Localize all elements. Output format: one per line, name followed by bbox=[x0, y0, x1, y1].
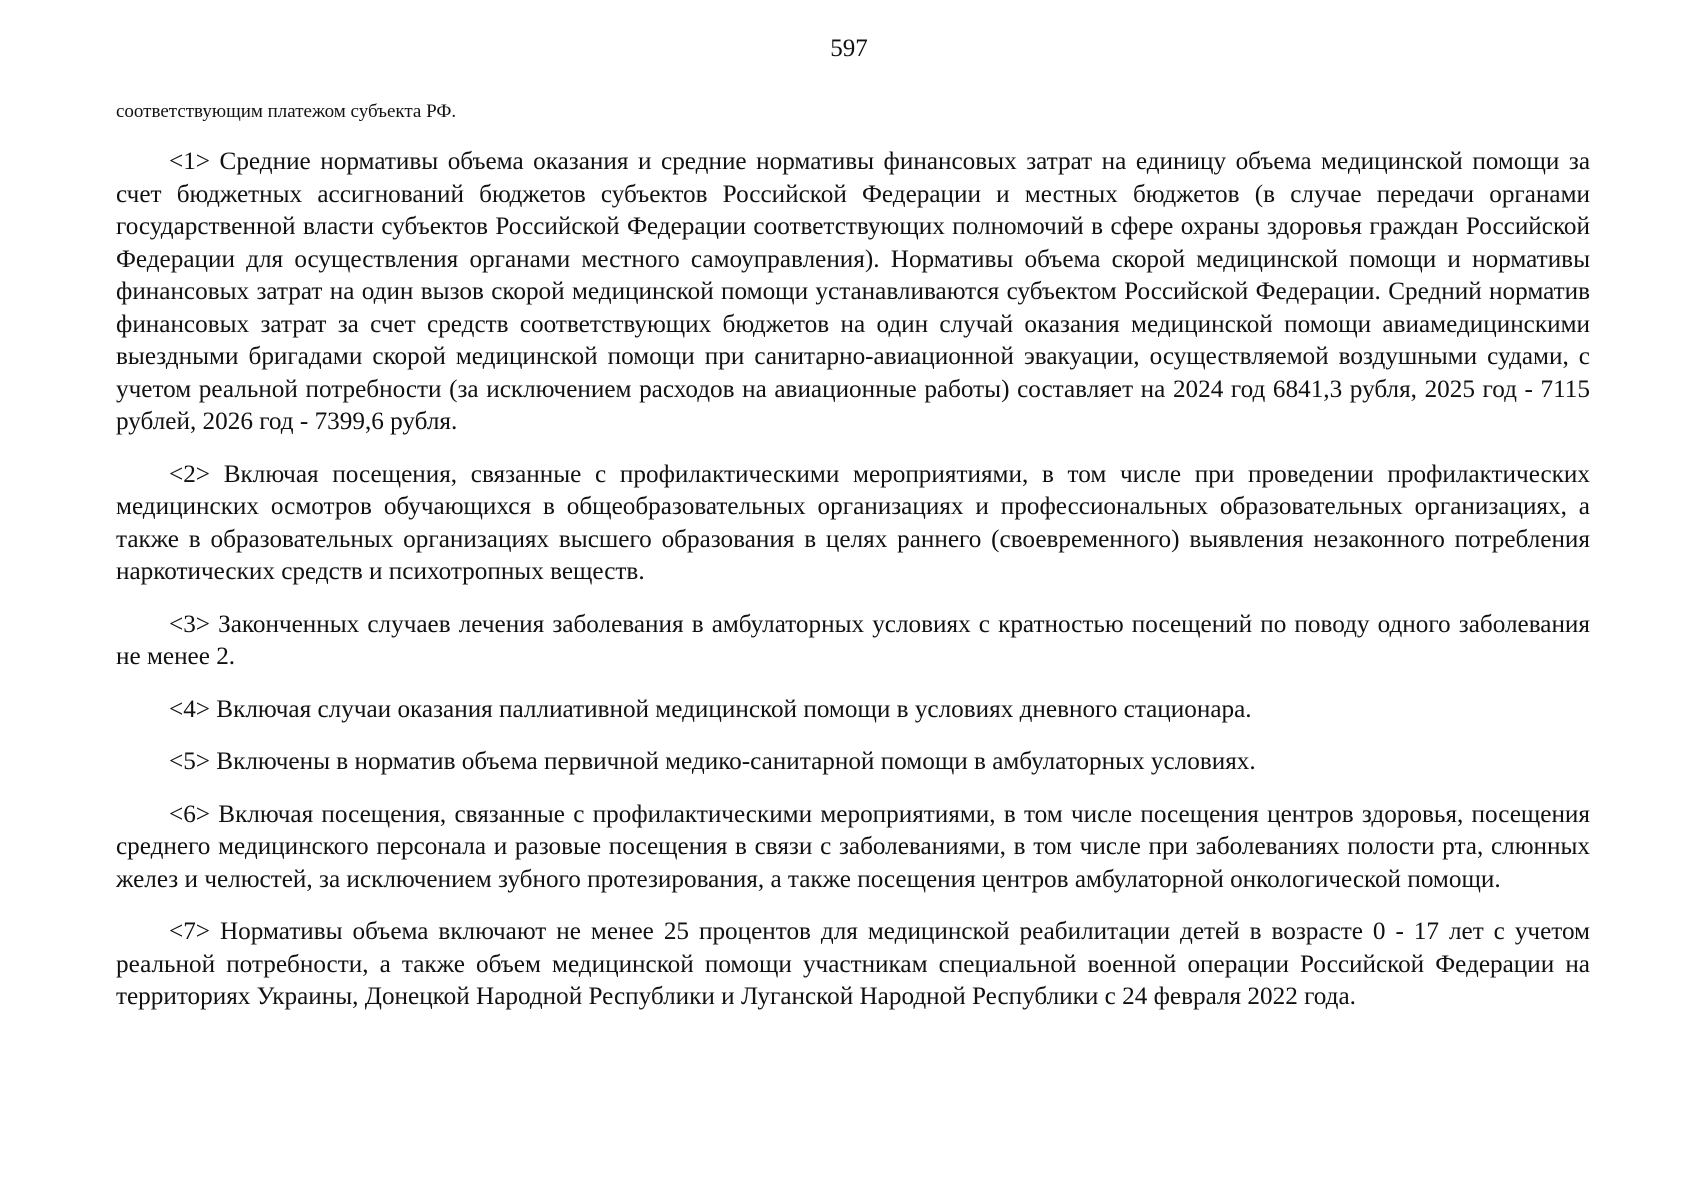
footnote-3: <3> Законченных случаев лечения заболевания в амбулаторных условиях с кратностью посещений по поводу одного заболевания не менее 2. bbox=[116, 610, 1590, 670]
footnote-7: <7> Нормативы объема включают не менее 25 процентов для медицинской реабилитации детей в возрасте 0 - 17 лет с учетом реальной потребности, а также объем медицинской помощи участникам специальной военной операции Российской Федерации на территориях Украины, Донецкой Народной Республики и Луганской Народной Республики с 24 февраля 2022 года. bbox=[116, 918, 1590, 1010]
continuation-text: соответствующим платежом субъекта РФ. bbox=[116, 101, 457, 122]
document-body bbox=[116, 100, 1590, 1034]
footnote-6: <6> Включая посещения, связанные с профилактическими мероприятиями, в том числе посещения центров здоровья, посещения среднего медицинского персонала и разовые посещения в связи с заболеваниями, в том числе при заболеваниях полости рта, слюнных желез и челюстей, за исключением зубного протезирования, а также посещения центров амбулаторной онкологической помощи. bbox=[116, 800, 1590, 893]
page-number: 597 bbox=[830, 35, 868, 62]
footnote-5: <5> Включены в норматив объема первичной медико-санитарной помощи в амбулаторных условиях. bbox=[169, 748, 1256, 775]
footnote-2: <2> Включая посещения, связанные с профилактическими мероприятиями, в том числе при проведении профилактических медицинских осмотров обучающихся в общеобразовательных организациях и профессиональных образовательных организациях, а также в образовательных организациях высшего образования в целях раннего (своевременного) выявления незаконного потребления наркотических средств и психотропных веществ. bbox=[116, 460, 1590, 585]
footnote-4: <4> Включая случаи оказания паллиативной медицинской помощи в условиях дневного стационара. bbox=[169, 695, 1252, 723]
footnote-1: <1> Средние нормативы объема оказания и средние нормативы финансовых затрат на единицу объема медицинской помощи за счет бюджетных ассигнований бюджетов субъектов Российской Федерации и местных бюджетов (в случае передачи органами государственной власти субъектов Российской Федерации соответствующих полномочий в сфере охраны здоровья граждан Российской Федерации для осуществления органами местного самоуправления). Нормативы объема скорой медицинской помощи и нормативы финансовых затрат на один вызов скорой медицинской помощи устанавливаются субъектом Российской Федерации. Средний норматив финансовых затрат за счет средств соответствующих бюджетов на один случай оказания медицинской помощи авиамедицинскими выездными бригадами скорой медицинской помощи при санитарно-авиационной эвакуации, осуществляемой воздушными судами, с учетом реальной потребности (за исключением расходов на авиационные работы) составляет на 2024 год 6841,3 рубля, 2025 год - 7115 рублей, 2026 год - 7399,6 рубля. bbox=[116, 148, 1590, 435]
